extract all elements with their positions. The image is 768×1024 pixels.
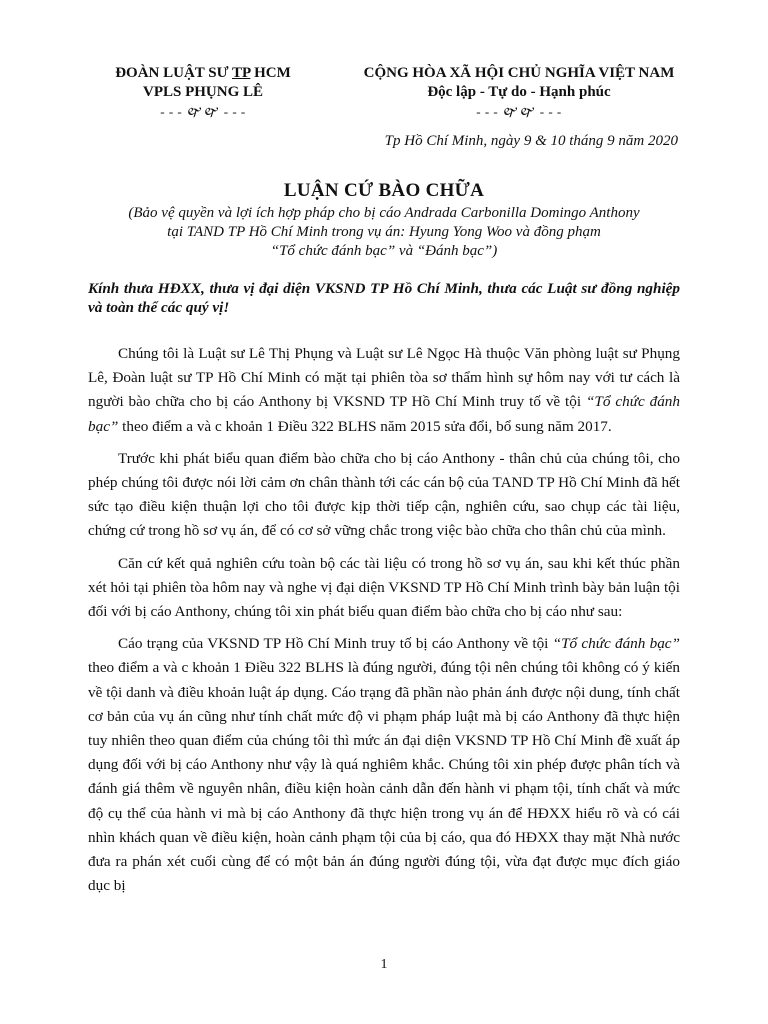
left-separator: - - - 🙰🙰 - - - bbox=[160, 104, 246, 119]
national-header bbox=[340, 64, 698, 121]
tp-underlined: TP bbox=[232, 65, 251, 81]
subtitle-line-1: (Bảo vệ quyền và lợi ích hợp pháp cho bị cáo Andrada Carbonilla Domingo Anthony bbox=[128, 205, 640, 221]
charge-name: “Tổ chức đánh bạc” bbox=[88, 393, 680, 435]
paragraph-3: Căn cứ kết quả nghiên cứu toàn bộ các tài liệu có trong hồ sơ vụ án, sau khi kết thúc phần xét hỏi tại phiên tòa hôm nay và nghe vị đại diện VKSND TP Hồ Chí Minh trình bày bản luận tội đối với bị cáo Anthony, chúng tôi xin phát biểu quan điểm bào chữa cho bị cáo như sau: bbox=[88, 554, 680, 621]
document-subtitle bbox=[88, 204, 680, 261]
document-body bbox=[88, 342, 680, 906]
paragraph-1: Chúng tôi là Luật sư Lê Thị Phụng và Luật sư Lê Ngọc Hà thuộc Văn phòng luật sư Phụng Lê, Đoàn luật sư TP Hồ Chí Minh có mặt tại phiên tòa sơ thẩm hình sự hôm nay với tư cách là người bào chữa cho bị cáo Anthony bị VKSND TP Hồ Chí Minh truy tố về tội “Tổ chức đánh bạc” theo điểm a và c khoản 1 Điều 322 BLHS năm 2015 sửa đổi, bổ sung năm 2017. bbox=[88, 345, 680, 435]
law-office-header bbox=[88, 64, 318, 121]
date-line: Tp Hồ Chí Minh, ngày 9 & 10 tháng 9 năm 2020 bbox=[384, 133, 678, 149]
paragraph-4: Cáo trạng của VKSND TP Hồ Chí Minh truy tố bị cáo Anthony về tội “Tổ chức đánh bạc” theo điểm a và c khoản 1 Điều 322 BLHS là đúng người, đúng tội nên chúng tôi không có ý kiến về tội danh và điều khoản luật áp dụng. Cáo trạng đã phần nào phản ánh được nội dung, tính chất cơ bản của vụ án cũng như tính chất mức độ vi phạm pháp luật mà bị cáo Anthony đã thực hiện tuy nhiên theo quan điểm của chúng tôi thì mức án đại diện VKSND TP Hồ Chí Minh đề xuất áp dụng đối với bị cáo Anthony như vậy là quá nghiêm khắc. Chúng tôi xin phép được phân tích và đánh giá thêm về nguyên nhân, điều kiện hoàn cảnh dẫn đến hành vi phạm tội, tính chất và mức độ cụ thể của hành vi mà bị cáo Anthony đã thực hiện trong vụ án để HĐXX hiểu rõ và có cái nhìn khách quan về điều kiện, hoàn cảnh phạm tội của bị cáo, qua đó HĐXX thay mặt Nhà nước đưa ra phán xét cuối cùng để có một bản án đúng người đúng tội, vừa đạt được mục đích giáo dục bị bbox=[88, 635, 680, 895]
national-motto: Độc lập - Tự do - Hạnh phúc bbox=[427, 84, 611, 100]
nation-name: CỘNG HÒA XÃ HỘI CHỦ NGHĨA VIỆT NAM bbox=[363, 65, 675, 81]
right-separator: - - - 🙰🙰 - - - bbox=[476, 104, 562, 119]
page-number: 1 bbox=[380, 957, 388, 972]
subtitle-line-3: “Tổ chức đánh bạc” và “Đánh bạc”) bbox=[270, 243, 498, 259]
law-office-name: VPLS PHỤNG LÊ bbox=[142, 84, 263, 100]
greeting: Kính thưa HĐXX, thưa vị đại diện VKSND TP Hồ Chí Minh, thưa các Luật sư đồng nghiệp và toàn thể các quý vị! bbox=[88, 280, 680, 316]
charge-name: “Tổ chức đánh bạc” bbox=[552, 635, 680, 653]
bar-association-name: ĐOÀN LUẬT SƯ TP HCM bbox=[115, 65, 291, 81]
paragraph-2: Trước khi phát biểu quan điểm bào chữa cho bị cáo Anthony - thân chủ của chúng tôi, cho phép chúng tôi được nói lời cảm ơn chân thành tới các cán bộ của TAND TP Hồ Chí Minh đã hết sức tạo điều kiện thuận lợi cho tôi được kịp thời tiếp cận, nghiên cứu, sao chụp các tài liệu, chứng cứ trong hồ sơ vụ án, để có cơ sở vững chắc trong việc bào chữa cho thân chủ của mình. bbox=[88, 449, 680, 540]
subtitle-line-2: tại TAND TP Hồ Chí Minh trong vụ án: Hyung Yong Woo và đồng phạm bbox=[167, 224, 601, 240]
document-title: LUẬN CỨ BÀO CHỮA bbox=[283, 180, 485, 201]
